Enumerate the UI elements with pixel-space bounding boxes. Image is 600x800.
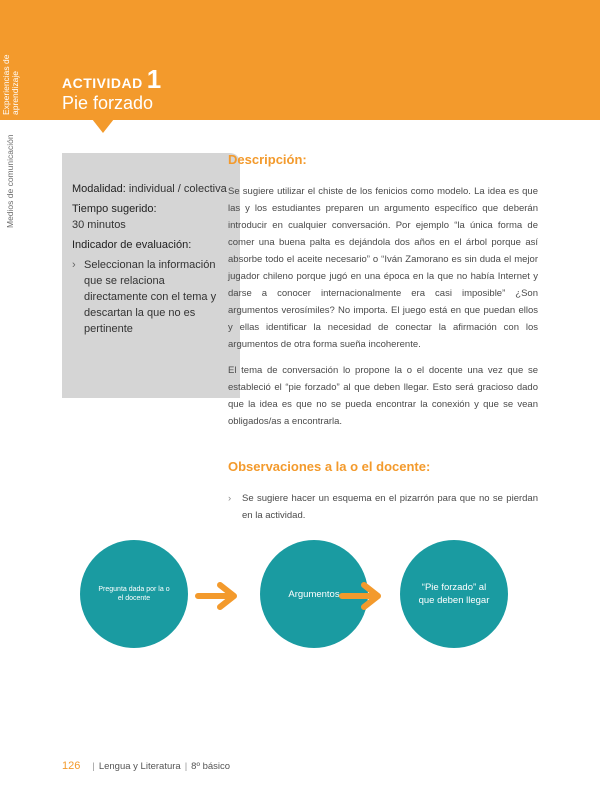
side-chapter-label: Medios de comunicación <box>5 134 15 228</box>
activity-number: 1 <box>146 64 162 94</box>
modalidad-row <box>72 181 230 197</box>
footer-divider: | <box>92 761 95 772</box>
descripcion-title: Descripción: <box>228 152 307 167</box>
indicador-list <box>72 257 230 337</box>
info-box <box>62 153 240 398</box>
diagram-circle-pie-forzado-label: “Pie forzado” al que deben llegar <box>418 582 490 606</box>
bullet-icon: › <box>228 493 232 504</box>
modalidad-label: Modalidad: <box>72 183 126 195</box>
diagram-circle-pie-forzado <box>400 540 508 648</box>
arrow-right-icon <box>194 580 242 612</box>
footer-grade: 8º básico <box>191 761 231 772</box>
footer-divider: | <box>184 761 188 772</box>
tiempo-label: Tiempo sugerido: <box>72 203 157 215</box>
page-footer <box>62 760 230 772</box>
observaciones-title: Observaciones a la o el docente: <box>228 459 431 474</box>
diagram-circle-question-label: Pregunta dada por la o el docente <box>98 586 170 602</box>
page-title: Pie forzado <box>62 93 154 113</box>
indicador-row <box>72 237 230 337</box>
page-number: 126 <box>62 760 81 772</box>
side-section-label: Experiencias de aprendizaje <box>1 54 20 115</box>
indicador-item: › Seleccionan la información que se relaciona directamente con el tema y descartan la que no es pertinente <box>72 257 230 337</box>
activity-kicker <box>62 64 162 95</box>
diagram-circle-arguments-label: Argumentos <box>288 588 340 600</box>
footer-subject: Lengua y Literatura <box>98 761 181 772</box>
arrow-right-icon <box>338 580 386 612</box>
observaciones-item <box>228 490 538 524</box>
modalidad-value: individual / colectiva <box>128 183 227 195</box>
tiempo-row <box>72 201 230 233</box>
header-pointer <box>92 119 114 133</box>
indicador-label: Indicador de evaluación: <box>72 239 192 251</box>
observaciones-text: Se sugiere hacer un esquema en el pizarrón para que no se pierdan en la actividad. <box>242 493 538 521</box>
tiempo-value: 30 minutos <box>72 219 126 231</box>
descripcion-paragraph-2: El tema de conversación lo propone la o el docente una vez que se estableció el “pie forzado” al que deben llegar. Esto será gracioso dado que la idea es que no se pueda encontrar la conexión y que se vean obligados/as a encontrarla. <box>228 365 538 427</box>
diagram-circle-question <box>80 540 188 648</box>
descripcion-paragraph-1: Se sugiere utilizar el chiste de los fenicios como modelo. La idea es que las y los estudiantes preparen un argumento específico que deberán introducir en cualquier conversación. Por ejemplo “la única forma de comer una buena palta es dejándola dos años en el árbol porque así absorbe todo el aceite necesario” o “Iván Zamorano es sin duda el mejor jugador chileno porque jugó en una época en la que no había Internet y darse a conocer internacionalmente era casi imposible” ¿Son argumentos verosímiles? No importa. El juego está en que puedan ellos y ellas identificar la necesidad de conectar la afirmación con los argumentos de otra forma sueña incoherente. <box>228 186 538 350</box>
activity-kicker-label: ACTIVIDAD <box>62 75 143 91</box>
